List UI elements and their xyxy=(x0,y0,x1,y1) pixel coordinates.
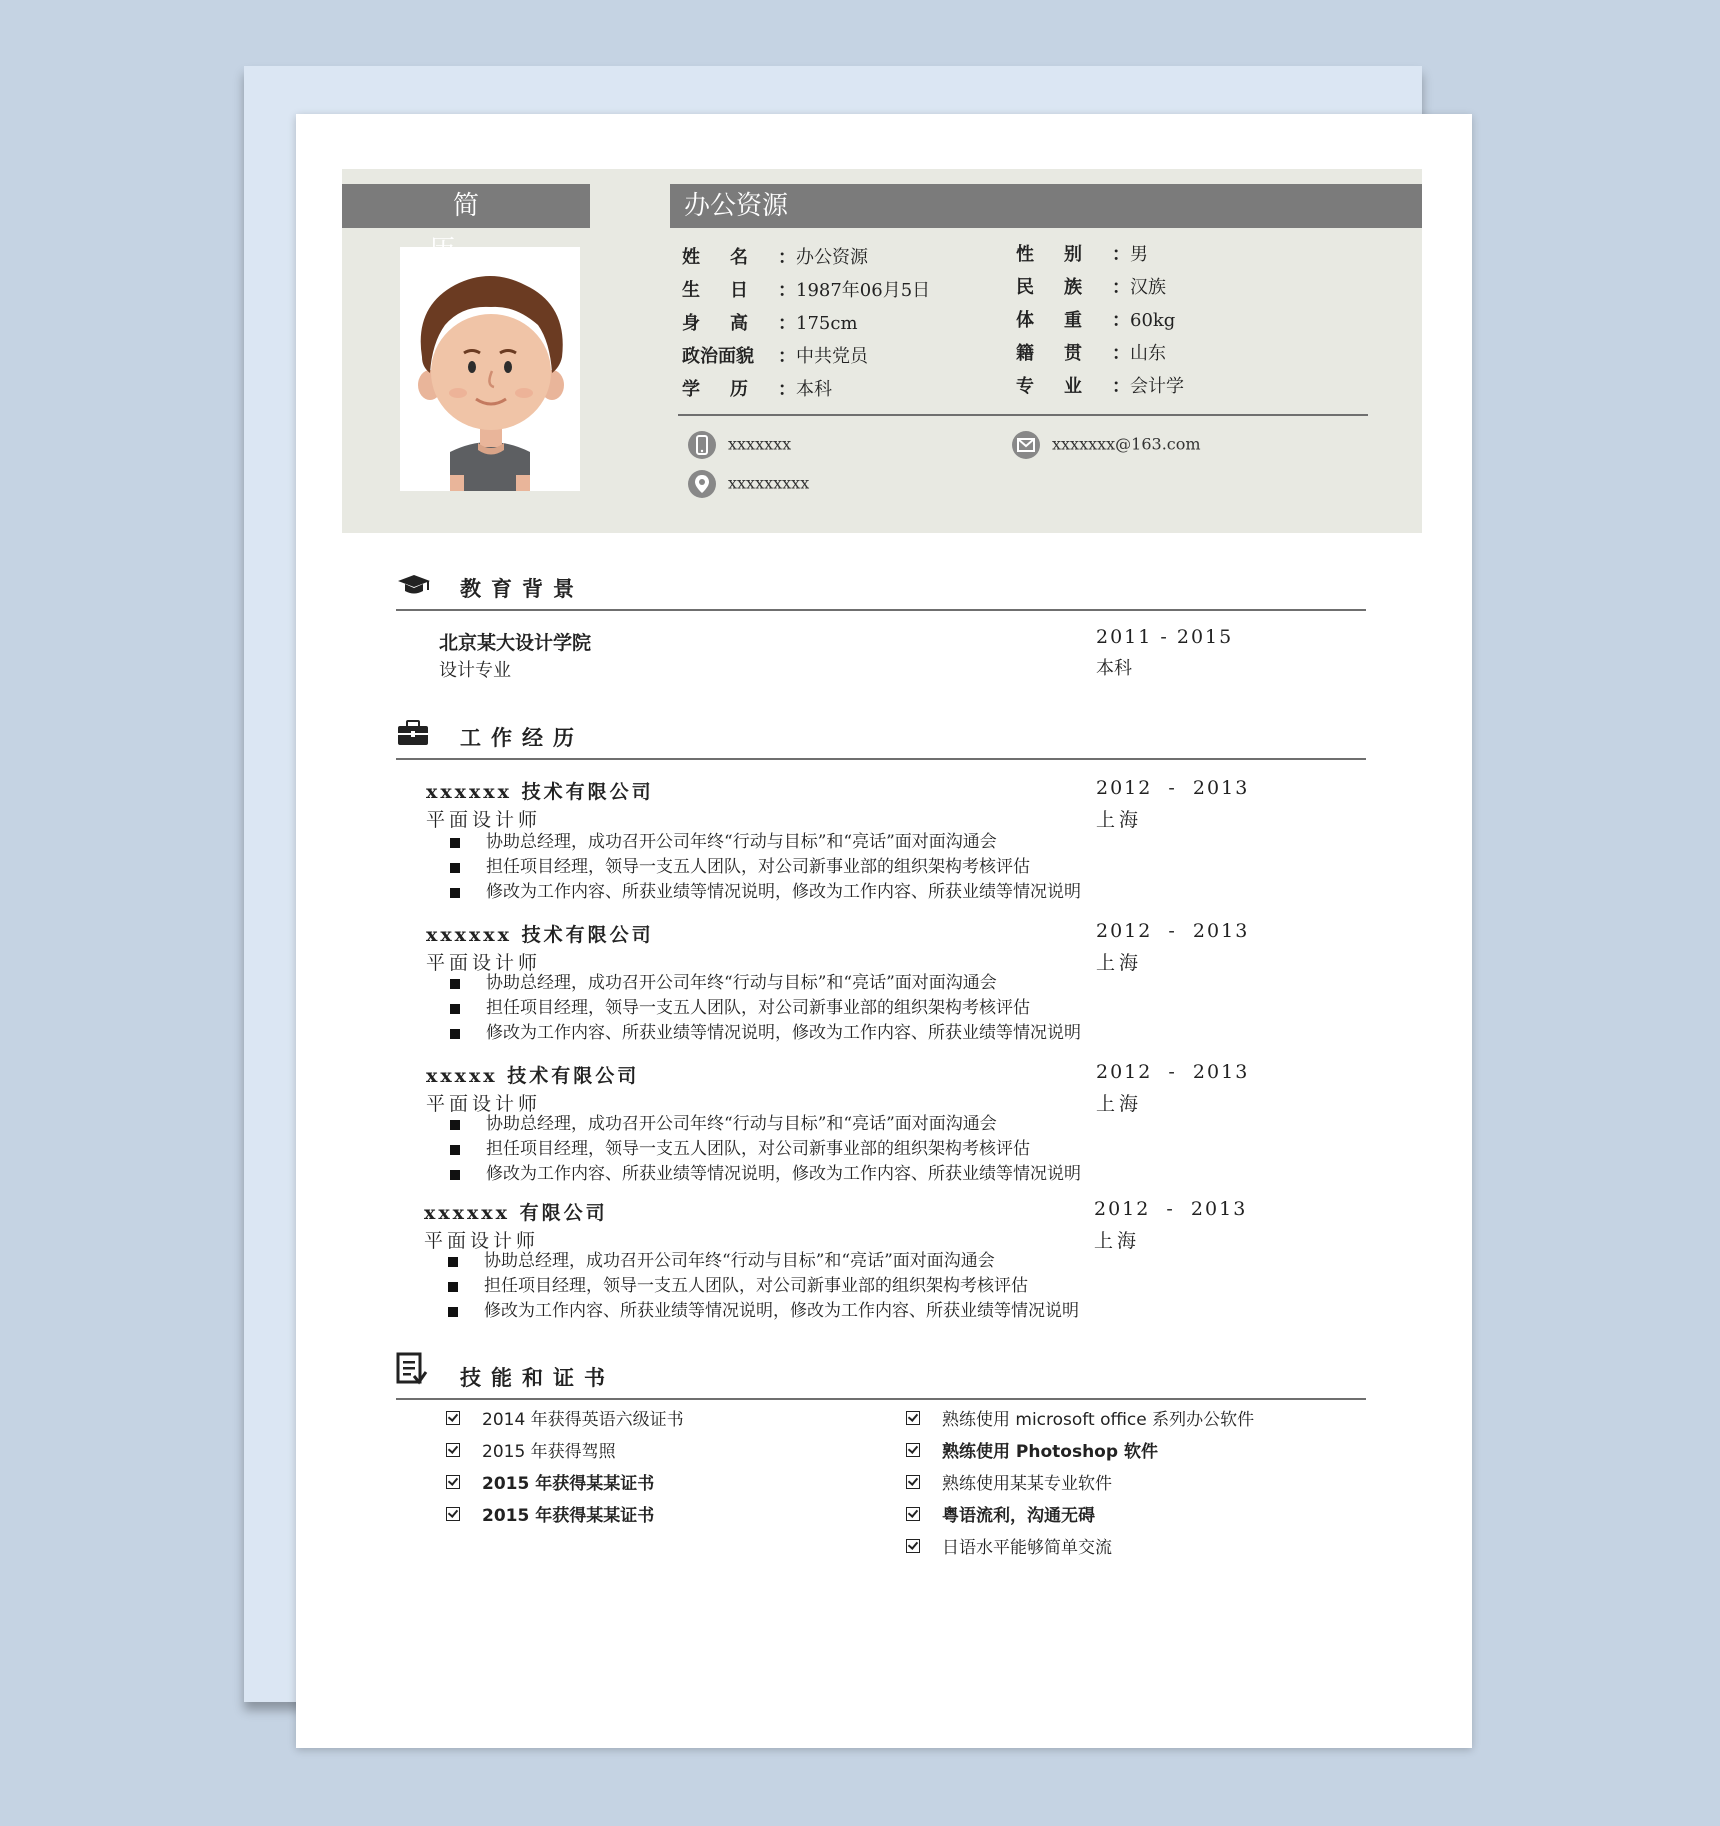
job-company: xxxxxx 有限公司 xyxy=(424,1202,608,1224)
list-item: 担任项目经理，领导一支五人团队，对公司新事业部的组织架构考核评估 xyxy=(448,996,1081,1021)
list-item: 熟练使用某某专业软件 xyxy=(906,1468,1254,1500)
phone-icon xyxy=(688,431,716,459)
info-name: 姓名：办公资源 xyxy=(682,247,868,268)
job-location: 上海 xyxy=(1096,952,1143,974)
education-school: 北京某大设计学院 xyxy=(439,632,592,654)
checkbox-checked-icon xyxy=(446,1411,460,1425)
skills-right-list xyxy=(906,1404,1254,1564)
list-item: 修改为工作内容、所获业绩等情况说明，修改为工作内容、所获业绩等情况说明 xyxy=(448,1021,1081,1046)
list-item: 担任项目经理，领导一支五人团队，对公司新事业部的组织架构考核评估 xyxy=(448,1137,1081,1162)
header-box xyxy=(342,169,1422,533)
list-item: 修改为工作内容、所获业绩等情况说明，修改为工作内容、所获业绩等情况说明 xyxy=(448,880,1081,905)
job-title: 平面设计师 xyxy=(424,1230,540,1252)
list-item: 协助总经理，成功召开公司年终“行动与目标”和“亮话”面对面沟通会 xyxy=(448,971,1081,996)
skills-left-list xyxy=(446,1404,684,1532)
list-item: 协助总经理，成功召开公司年终“行动与目标”和“亮话”面对面沟通会 xyxy=(448,830,1081,855)
info-weight: 体重：60kg xyxy=(1016,310,1176,331)
checkbox-checked-icon xyxy=(906,1539,920,1553)
job-title: 平面设计师 xyxy=(426,1093,542,1115)
job-bullets xyxy=(448,1112,1081,1187)
list-item: 日语水平能够简单交流 xyxy=(906,1532,1254,1564)
briefcase-icon xyxy=(396,720,430,750)
resume-label: 简 xyxy=(342,184,590,228)
list-item: 协助总经理，成功召开公司年终“行动与目标”和“亮话”面对面沟通会 xyxy=(446,1249,1079,1274)
job-bullets xyxy=(448,971,1081,1046)
job-location: 上海 xyxy=(1094,1230,1141,1252)
certificate-list-icon xyxy=(396,1352,428,1390)
contact-email: xxxxxxx@163.com xyxy=(1012,431,1201,459)
checkbox-checked-icon xyxy=(446,1507,460,1521)
avatar xyxy=(400,247,580,491)
list-item: 粤语流利，沟通无碍 xyxy=(906,1500,1254,1532)
info-education: 学历：本科 xyxy=(682,379,832,400)
list-item: 熟练使用 Photoshop 软件 xyxy=(906,1436,1254,1468)
list-item: 担任项目经理，领导一支五人团队，对公司新事业部的组织架构考核评估 xyxy=(446,1274,1079,1299)
job-company: xxxxxx 技术有限公司 xyxy=(426,924,654,946)
job-location: 上海 xyxy=(1096,809,1143,831)
job-bullets xyxy=(448,830,1081,905)
list-item: 担任项目经理，领导一支五人团队，对公司新事业部的组织架构考核评估 xyxy=(448,855,1081,880)
name-bar: 办公资源 xyxy=(670,184,1422,228)
checkbox-checked-icon xyxy=(906,1507,920,1521)
education-section-title: 教育背景 xyxy=(396,569,1366,611)
checkbox-checked-icon xyxy=(446,1475,460,1489)
job-title: 平面设计师 xyxy=(426,809,542,831)
info-ethnicity: 民族：汉族 xyxy=(1016,277,1166,298)
education-major: 设计专业 xyxy=(439,660,511,681)
info-gender: 性别：男 xyxy=(1016,244,1148,265)
list-item: 修改为工作内容、所获业绩等情况说明，修改为工作内容、所获业绩等情况说明 xyxy=(446,1299,1079,1324)
mail-icon xyxy=(1012,431,1040,459)
checkbox-checked-icon xyxy=(906,1475,920,1489)
job-title: 平面设计师 xyxy=(426,952,542,974)
job-dates: 2012 - 2013 xyxy=(1096,777,1250,799)
job-dates: 2012 - 2013 xyxy=(1096,920,1250,942)
job-dates: 2012 - 2013 xyxy=(1096,1061,1250,1083)
job-company: xxxxxx 技术有限公司 xyxy=(426,781,654,803)
education-dates: 2011 - 2015 xyxy=(1096,626,1234,648)
job-company: xxxxx 技术有限公司 xyxy=(426,1065,640,1087)
info-divider xyxy=(678,414,1368,416)
info-hometown: 籍贯：山东 xyxy=(1016,343,1166,364)
education-degree: 本科 xyxy=(1096,658,1132,679)
contact-address: xxxxxxxxx xyxy=(688,470,809,498)
list-item: 2015 年获得驾照 xyxy=(446,1436,684,1468)
list-item: 2014 年获得英语六级证书 xyxy=(446,1404,684,1436)
list-item: 熟练使用 microsoft office 系列办公软件 xyxy=(906,1404,1254,1436)
avatar-cartoon-icon xyxy=(400,247,580,491)
checkbox-checked-icon xyxy=(906,1411,920,1425)
contact-phone: xxxxxxx xyxy=(688,431,791,459)
checkbox-checked-icon xyxy=(906,1443,920,1457)
info-birthday: 生日：1987年06月5日 xyxy=(682,280,931,301)
work-section-title: 工作经历 xyxy=(396,718,1366,760)
info-major: 专业：会计学 xyxy=(1016,376,1184,397)
list-item: 2015 年获得某某证书 xyxy=(446,1500,684,1532)
graduation-cap-icon xyxy=(396,573,432,601)
location-pin-icon xyxy=(688,470,716,498)
checkbox-checked-icon xyxy=(446,1443,460,1457)
job-dates: 2012 - 2013 xyxy=(1094,1198,1248,1220)
job-bullets xyxy=(446,1249,1079,1324)
resume-page xyxy=(296,114,1472,1748)
info-political: 政治面貌 ：中共党员 xyxy=(682,346,868,367)
list-item: 2015 年获得某某证书 xyxy=(446,1468,684,1500)
info-height: 身高：175cm xyxy=(682,313,858,334)
skills-section-title: 技能和证书 xyxy=(396,1358,1366,1400)
list-item: 修改为工作内容、所获业绩等情况说明，修改为工作内容、所获业绩等情况说明 xyxy=(448,1162,1081,1187)
list-item: 协助总经理，成功召开公司年终“行动与目标”和“亮话”面对面沟通会 xyxy=(448,1112,1081,1137)
job-location: 上海 xyxy=(1096,1093,1143,1115)
